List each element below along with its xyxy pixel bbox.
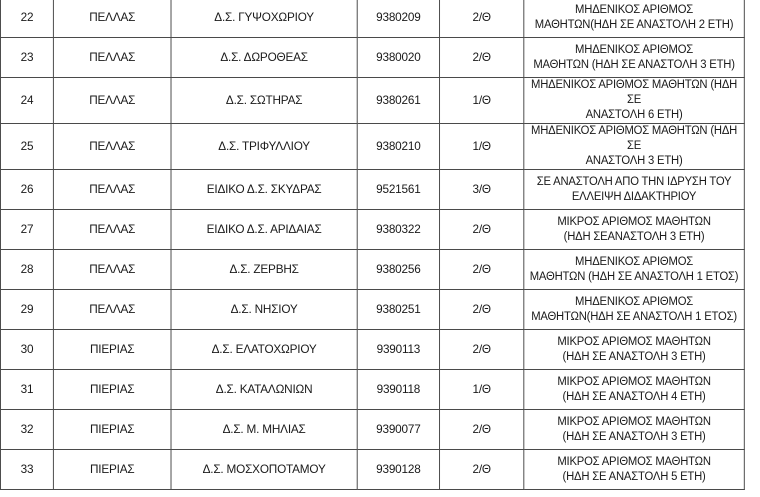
table-row bbox=[0, 170, 744, 210]
table-row bbox=[0, 450, 744, 490]
prefecture-cell: ΠΕΛΛΑΣ bbox=[53, 78, 171, 124]
school-code-cell: 9390118 bbox=[357, 370, 439, 410]
prefecture-cell: ΠΙΕΡΙΑΣ bbox=[53, 330, 171, 370]
table-row bbox=[0, 38, 744, 78]
prefecture-cell: ΠΙΕΡΙΑΣ bbox=[53, 410, 171, 450]
school-code-cell: 9380322 bbox=[357, 210, 439, 250]
school-code-cell: 9390113 bbox=[357, 330, 439, 370]
table-row bbox=[0, 0, 744, 38]
school-name-cell: Δ.Σ. ΜΟΣΧΟΠΟΤΑΜΟΥ bbox=[171, 450, 357, 490]
school-type-cell: 2/Θ bbox=[440, 330, 524, 370]
reason-cell: ΜΗΔΕΝΙΚΟΣ ΑΡΙΘΜΟΣ ΜΑΘΗΤΩΝ (ΗΔΗ ΣΕ ΑΝΑΣΤΟΛΗ 1 ΕΤΟΣ) bbox=[524, 250, 745, 290]
prefecture-cell: ΠΕΛΛΑΣ bbox=[53, 250, 171, 290]
reason-cell: ΣΕ ΑΝΑΣΤΟΛΗ ΑΠΟ ΤΗΝ ΙΔΡΥΣΗ ΤΟΥ ΕΛΛΕΙΨΗ ΔΙΔΑΚΤΗΡΙΟΥ bbox=[524, 170, 745, 210]
school-type-cell: 2/Θ bbox=[440, 250, 524, 290]
reason-cell: ΜΗΔΕΝΙΚΟΣ ΑΡΙΘΜΟΣ ΜΑΘΗΤΩΝ (ΗΔΗ ΣΕ ΑΝΑΣΤΟΛΗ 3 ΕΤΗ) bbox=[524, 124, 745, 170]
table-row bbox=[0, 78, 744, 124]
school-type-cell: 2/Θ bbox=[440, 410, 524, 450]
table-row bbox=[0, 210, 744, 250]
row-number: 24 bbox=[0, 78, 53, 124]
row-number: 29 bbox=[0, 290, 53, 330]
school-code-cell: 9380020 bbox=[357, 38, 439, 78]
reason-cell: ΜΙΚΡΟΣ ΑΡΙΘΜΟΣ ΜΑΘΗΤΩΝ (ΗΔΗ ΣΕ ΑΝΑΣΤΟΛΗ 4 ΕΤΗ) bbox=[524, 370, 745, 410]
school-code-cell: 9390077 bbox=[357, 410, 439, 450]
school-name-cell: Δ.Σ. ΚΑΤΑΛΩΝΙΩΝ bbox=[171, 370, 357, 410]
reason-cell: ΜΙΚΡΟΣ ΑΡΙΘΜΟΣ ΜΑΘΗΤΩΝ (ΗΔΗ ΣΕΑΝΑΣΤΟΛΗ 3 ΕΤΗ) bbox=[524, 210, 745, 250]
reason-cell: ΜΙΚΡΟΣ ΑΡΙΘΜΟΣ ΜΑΘΗΤΩΝ (ΗΔΗ ΣΕ ΑΝΑΣΤΟΛΗ 3 ΕΤΗ) bbox=[524, 330, 745, 370]
row-number: 26 bbox=[0, 170, 53, 210]
school-name-cell: Δ.Σ. Μ. ΜΗΛΙΑΣ bbox=[171, 410, 357, 450]
school-code-cell: 9521561 bbox=[357, 170, 439, 210]
school-type-cell: 2/Θ bbox=[440, 450, 524, 490]
school-code-cell: 9380256 bbox=[357, 250, 439, 290]
school-type-cell: 2/Θ bbox=[440, 0, 524, 38]
table-row bbox=[0, 250, 744, 290]
school-name-cell: Δ.Σ. ΖΕΡΒΗΣ bbox=[171, 250, 357, 290]
school-name-cell: Δ.Σ. ΝΗΣΙΟΥ bbox=[171, 290, 357, 330]
school-code-cell: 9380210 bbox=[357, 124, 439, 170]
row-number: 23 bbox=[0, 38, 53, 78]
school-type-cell: 2/Θ bbox=[440, 290, 524, 330]
table-row bbox=[0, 330, 744, 370]
reason-cell: ΜΗΔΕΝΙΚΟΣ ΑΡΙΘΜΟΣ ΜΑΘΗΤΩΝ(ΗΔΗ ΣΕ ΑΝΑΣΤΟΛΗ 2 ΕΤΗ) bbox=[524, 0, 745, 38]
row-number: 22 bbox=[0, 0, 53, 38]
school-code-cell: 9390128 bbox=[357, 450, 439, 490]
school-name-cell: ΕΙΔΙΚΟ Δ.Σ. ΣΚΥΔΡΑΣ bbox=[171, 170, 357, 210]
school-name-cell: Δ.Σ. ΣΩΤΗΡΑΣ bbox=[171, 78, 357, 124]
school-code-cell: 9380209 bbox=[357, 0, 439, 38]
row-number: 28 bbox=[0, 250, 53, 290]
prefecture-cell: ΠΕΛΛΑΣ bbox=[53, 170, 171, 210]
prefecture-cell: ΠΕΛΛΑΣ bbox=[53, 124, 171, 170]
row-number: 30 bbox=[0, 330, 53, 370]
reason-cell: ΜΙΚΡΟΣ ΑΡΙΘΜΟΣ ΜΑΘΗΤΩΝ (ΗΔΗ ΣΕ ΑΝΑΣΤΟΛΗ 3 ΕΤΗ) bbox=[524, 410, 745, 450]
prefecture-cell: ΠΙΕΡΙΑΣ bbox=[53, 450, 171, 490]
row-number: 32 bbox=[0, 410, 53, 450]
prefecture-cell: ΠΕΛΛΑΣ bbox=[53, 290, 171, 330]
table-row bbox=[0, 124, 744, 170]
prefecture-cell: ΠΕΛΛΑΣ bbox=[53, 0, 171, 38]
table-row bbox=[0, 370, 744, 410]
school-type-cell: 2/Θ bbox=[440, 210, 524, 250]
table-row bbox=[0, 290, 744, 330]
school-name-cell: Δ.Σ. ΔΩΡΟΘΕΑΣ bbox=[171, 38, 357, 78]
row-number: 31 bbox=[0, 370, 53, 410]
prefecture-cell: ΠΕΛΛΑΣ bbox=[53, 38, 171, 78]
school-name-cell: Δ.Σ. ΤΡΙΦΥΛΛΙΟΥ bbox=[171, 124, 357, 170]
school-type-cell: 1/Θ bbox=[440, 124, 524, 170]
reason-cell: ΜΙΚΡΟΣ ΑΡΙΘΜΟΣ ΜΑΘΗΤΩΝ (ΗΔΗ ΣΕ ΑΝΑΣΤΟΛΗ 5 ΕΤΗ) bbox=[524, 450, 745, 490]
reason-cell: ΜΗΔΕΝΙΚΟΣ ΑΡΙΘΜΟΣ ΜΑΘΗΤΩΝ (ΗΔΗ ΣΕ ΑΝΑΣΤΟΛΗ 3 ΕΤΗ) bbox=[524, 38, 745, 78]
row-number: 25 bbox=[0, 124, 53, 170]
row-number: 27 bbox=[0, 210, 53, 250]
school-type-cell: 3/Θ bbox=[440, 170, 524, 210]
reason-cell: ΜΗΔΕΝΙΚΟΣ ΑΡΙΘΜΟΣ ΜΑΘΗΤΩΝ (ΗΔΗ ΣΕ ΑΝΑΣΤΟΛΗ 6 ΕΤΗ) bbox=[524, 78, 745, 124]
school-name-cell: Δ.Σ. ΕΛΑΤΟΧΩΡΙΟΥ bbox=[171, 330, 357, 370]
prefecture-cell: ΠΙΕΡΙΑΣ bbox=[53, 370, 171, 410]
school-type-cell: 1/Θ bbox=[440, 370, 524, 410]
school-code-cell: 9380261 bbox=[357, 78, 439, 124]
table-row bbox=[0, 410, 744, 450]
school-name-cell: ΕΙΔΙΚΟ Δ.Σ. ΑΡΙΔΑΙΑΣ bbox=[171, 210, 357, 250]
school-type-cell: 1/Θ bbox=[440, 78, 524, 124]
reason-cell: ΜΗΔΕΝΙΚΟΣ ΑΡΙΘΜΟΣ ΜΑΘΗΤΩΝ(ΗΔΗ ΣΕ ΑΝΑΣΤΟΛΗ 1 ΕΤΟΣ) bbox=[524, 290, 745, 330]
prefecture-cell: ΠΕΛΛΑΣ bbox=[53, 210, 171, 250]
row-number: 33 bbox=[0, 450, 53, 490]
school-type-cell: 2/Θ bbox=[440, 38, 524, 78]
school-name-cell: Δ.Σ. ΓΥΨΟΧΩΡΙΟΥ bbox=[171, 0, 357, 38]
school-code-cell: 9380251 bbox=[357, 290, 439, 330]
